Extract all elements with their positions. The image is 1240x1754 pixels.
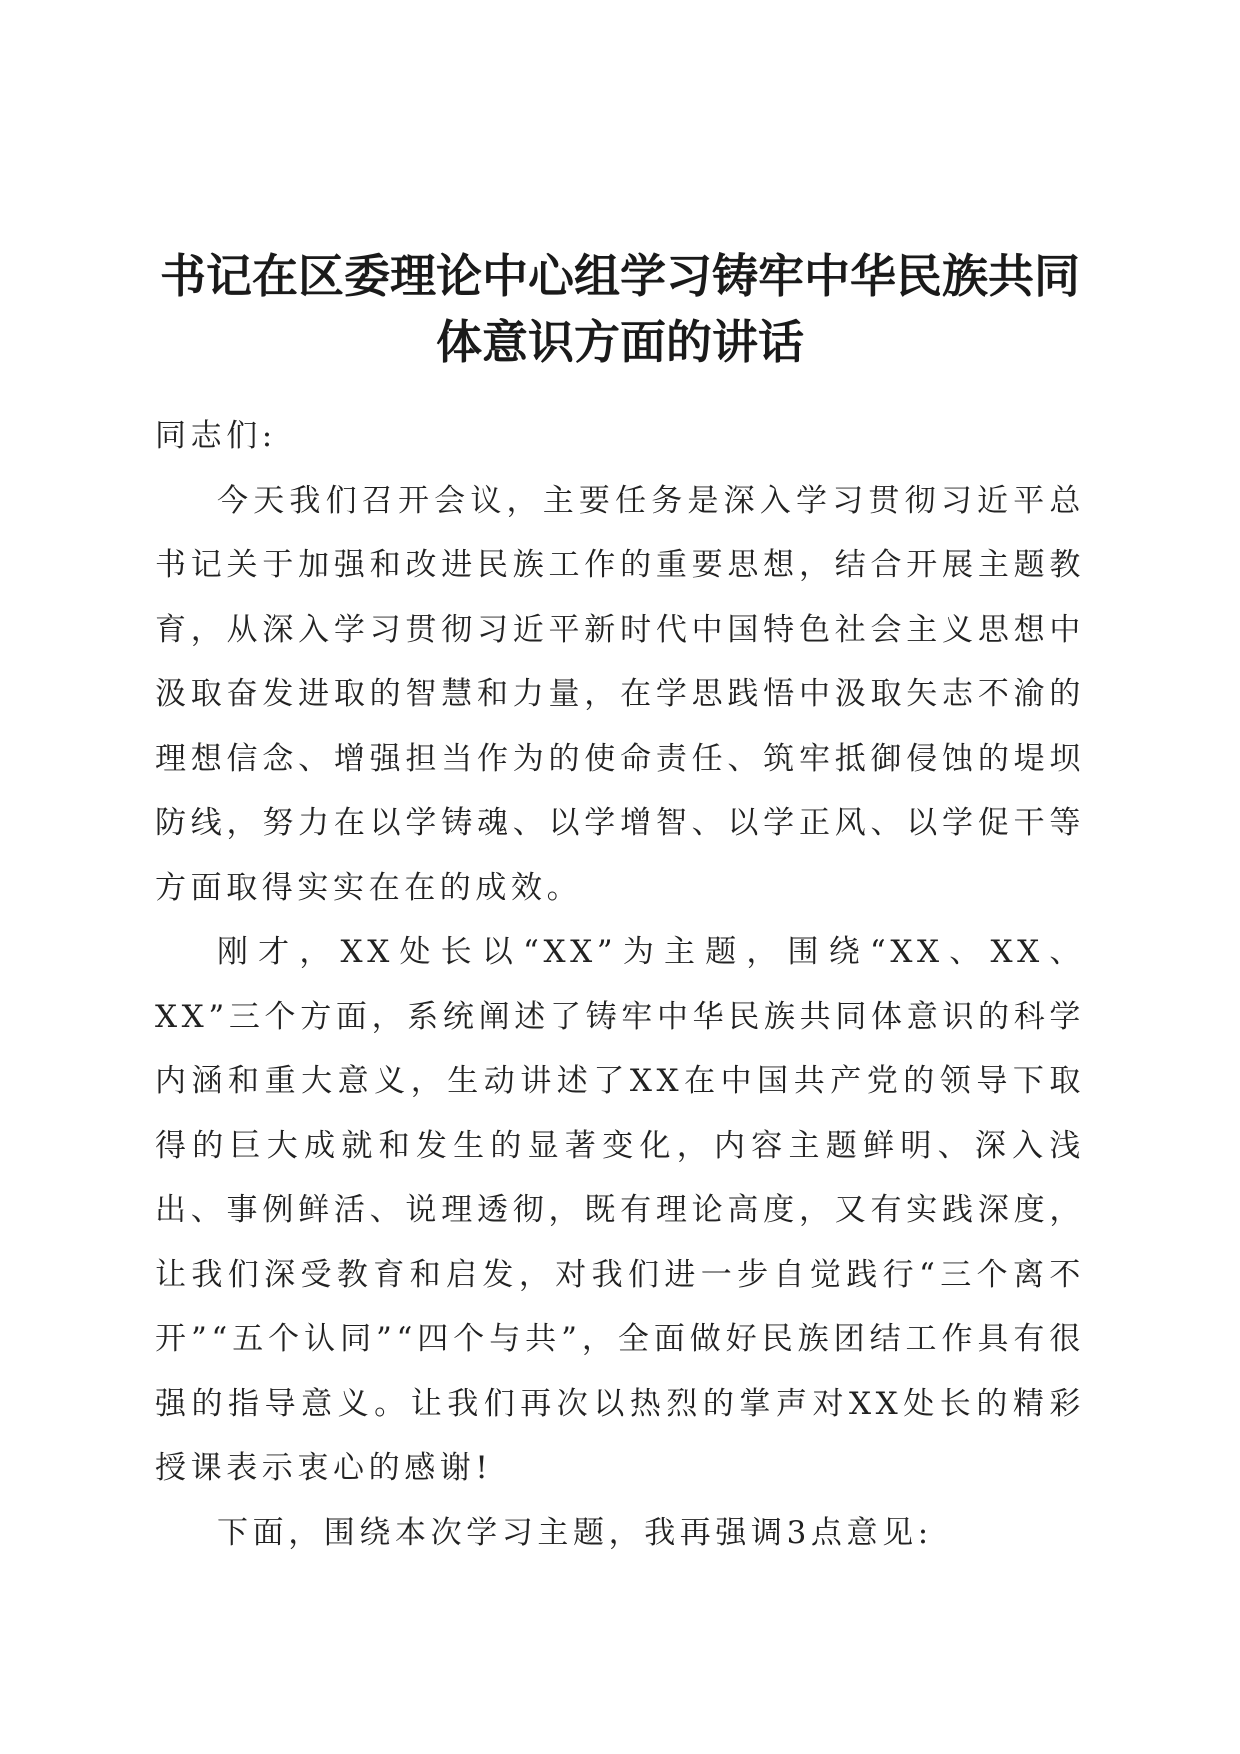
paragraph-opening: 今天我们召开会议，主要任务是深入学习贯彻习近平总书记关于加强和改进民族工作的重要思想，结合开展主题教育，从深入学习贯彻习近平新时代中国特色社会主义思想中汲取奋发进取的智慧和力量，在学思践悟中汲取矢志不渝的理想信念、增强担当作为的使命责任、筑牢抵御侵蚀的堤坝防线，努力在以学铸魂、以学增智、以学正风、以学促干等方面取得实实在在的成效。 xyxy=(155,482,1085,906)
document-body xyxy=(155,404,1085,1565)
document-title xyxy=(150,243,1090,375)
paragraph-lecture-thanks: 刚才，XX处长以“XX”为主题，围绕“XX、XX、XX”三个方面，系统阐述了铸牢中华民族共同体意识的科学内涵和重大意义，生动讲述了XX在中国共产党的领导下取得的巨大成就和发生的显著变化，内容主题鲜明、深入浅出、事例鲜活、说理透彻，既有理论高度，又有实践深度，让我们深受教育和启发，对我们进一步自觉践行“三个离不开”“五个认同”“四个与共”，全面做好民族团结工作具有很强的指导意义。让我们再次以热烈的掌声对XX处长的精彩授课表示衷心的感谢! xyxy=(155,934,1085,1486)
salutation: 同志们: xyxy=(155,418,277,454)
paragraph-transition: 下面，围绕本次学习主题，我再强调3点意见: xyxy=(217,1514,933,1551)
document-title-line-1: 书记在区委理论中心组学习铸牢中华民族共同 xyxy=(160,249,1080,303)
document-title-line-2: 体意识方面的讲话 xyxy=(436,315,804,369)
